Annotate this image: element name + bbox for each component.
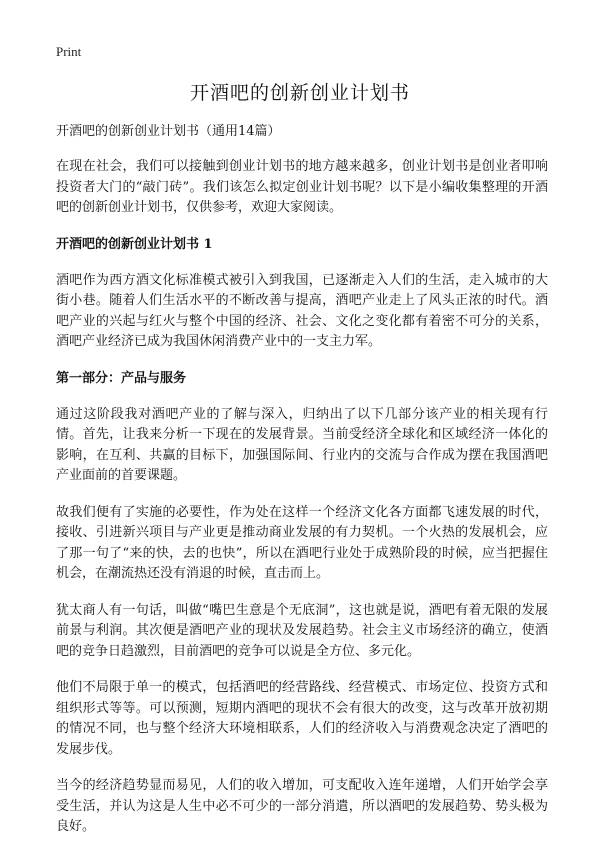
paragraph-2: 通过这阶段我对酒吧产业的了解与深入，归纳出了以下几部分该产业的相关现有行情。首先，让我来分析一下现在的发展背景。当前受经济全球化和区域经济一体化的影响，在互利、共赢的目标下，加强国际间、行业内的交流与合作成为摆在我国酒吧产业面前的首要课题。 xyxy=(56,406,548,483)
section-heading-2: 第一部分：产品与服务 xyxy=(56,370,187,386)
document-body xyxy=(56,122,548,854)
document-subtitle: 开酒吧的创新创业计划书（通用14篇） xyxy=(56,124,281,139)
print-link[interactable]: Print xyxy=(56,44,82,59)
intro-paragraph: 在现在社会，我们可以接触到创业计划书的地方越来越多，创业计划书是创业者叩响投资者大门的“敲门砖”。我们该怎么拟定创业计划书呢？以下是小编收集整理的开酒吧的创新创业计划书，仅供参考，欢迎大家阅读。 xyxy=(56,159,548,215)
section-heading-1: 开酒吧的创新创业计划书 1 xyxy=(56,236,213,252)
paragraph-5: 他们不局限于单一的模式，包括酒吧的经营路线、经营模式、市场定位、投资方式和组织形式等等。可以预测，短期内酒吧的现状不会有很大的改变，这与改革开放初期的情况不同，也与整个经济大环境相联系，人们的经济收入与消费观念决定了酒吧的发展步伐。 xyxy=(56,680,548,757)
page-title: 开酒吧的创新创业计划书 xyxy=(189,82,410,104)
paragraph-4: 犹太商人有一句话，叫做“嘴巴生意是个无底洞”，这也就是说，酒吧有着无限的发展前景与利润。其次便是酒吧产业的现状及发展趋势。社会主义市场经济的确立，使酒吧的竞争日趋激烈，目前酒吧的竞争可以说是全方位、多元化。 xyxy=(56,602,548,659)
paragraph-3: 故我们便有了实施的必要性，作为处在这样一个经济文化各方面都飞速发展的时代，接收、引进新兴项目与产业更是推动商业发展的有力契机。一个火热的发展机会，应了那一句了“来的快，去的也快”，所以在酒吧行业处于成熟阶段的时候，应当把握住机会，在潮流热还没有消退的时候，直击而上。 xyxy=(56,504,548,581)
paragraph-6: 当今的经济趋势显而易见，人们的收入增加，可支配收入连年递增，人们开始学会享受生活，并认为这是人生中必不可少的一部分消遣，所以酒吧的发展趋势、势头极为良好。 xyxy=(56,778,548,834)
paragraph-1: 酒吧作为西方酒文化标准模式被引入到我国，已逐渐走入人们的生活，走入城市的大街小巷。随着人们生活水平的不断改善与提高，酒吧产业走上了风头正浓的时代。酒吧产业的兴起与红火与整个中国的经济、社会、文化之变化都有着密不可分的关系，酒吧产业经济已成为我国休闲消费产业中的一支主力军。 xyxy=(56,272,548,349)
